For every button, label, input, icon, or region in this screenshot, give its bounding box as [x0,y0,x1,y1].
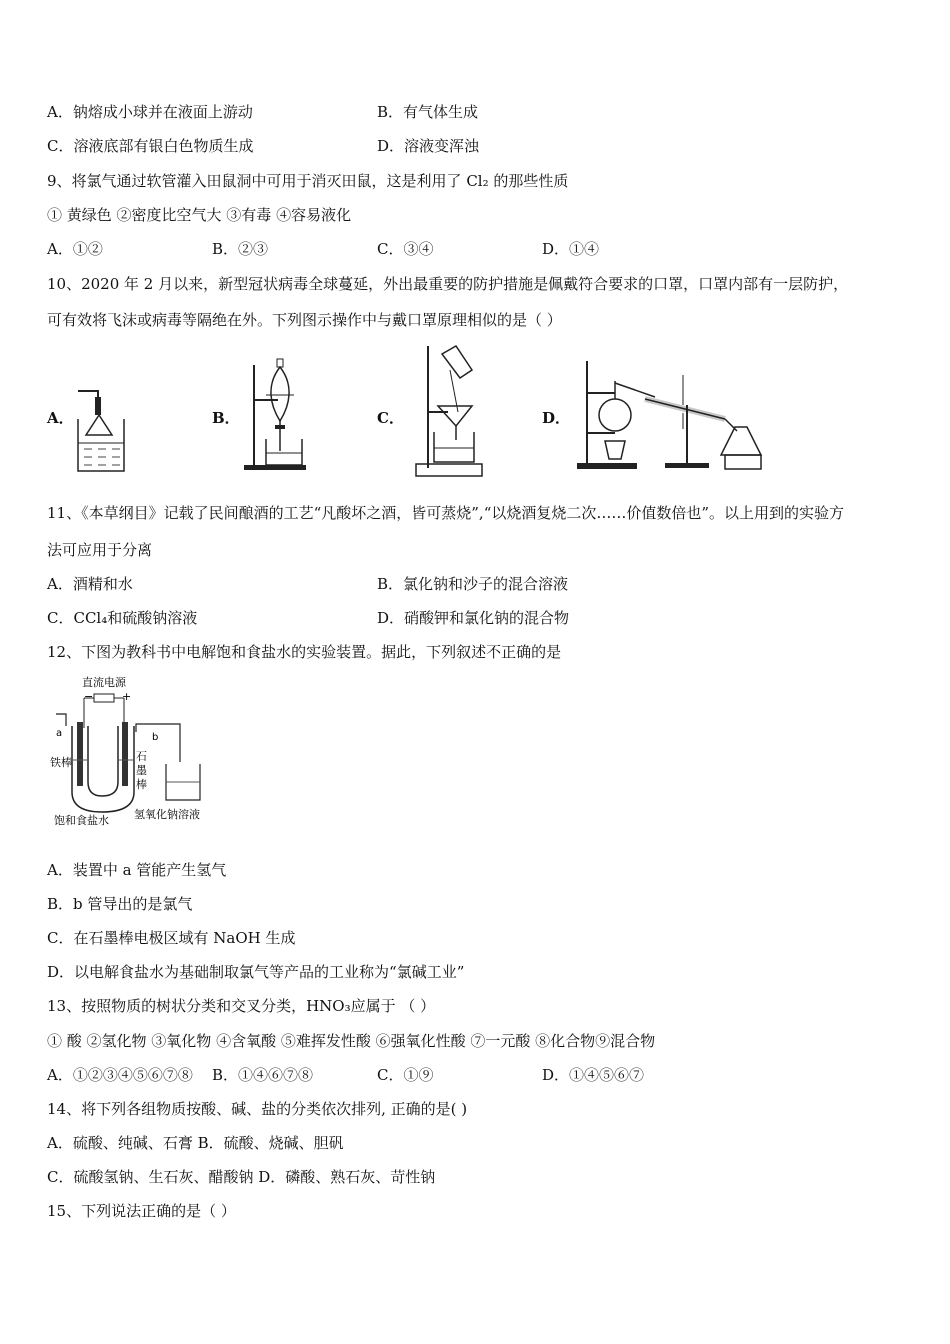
q13-option-d: D．①④⑤⑥⑦ [542,1066,645,1084]
graphite-label-1: 石 [136,750,147,763]
q10-option-c-label: C． [377,409,404,427]
q11-stem-line2: 法可应用于分离 [47,541,153,559]
q10-stem-line1: 10、2020 年 2 月以来，新型冠状病毒全球蔓延，外出最重要的防护措施是佩戴符合要求的口罩，口罩内部有一层防护， [47,275,849,293]
q14-options-ab: A．硫酸、纯碱、石膏 B．硫酸、烧碱、胆矾 [47,1134,344,1152]
q8-option-a: A．钠熔成小球并在液面上游动 [47,103,253,121]
figure-gas-absorption [72,383,132,478]
q9-stem: 9、将氯气通过软管灌入田鼠洞中可用于消灭田鼠，这是利用了 Cl₂ 的那些性质 [47,172,569,190]
q12-option-b: B．b 管导出的是氯气 [47,895,193,913]
q9-option-b: B．②③ [212,240,269,258]
q9-option-c: C．③④ [377,240,434,258]
q9-option-a: A．①② [47,240,103,258]
plus-sign: + [122,690,132,703]
figure-distillation [575,355,770,475]
figure-filtration [410,340,490,480]
naoh-label: 氢氧化钠溶液 [134,808,200,821]
q8-option-c: C．溶液底部有银白色物质生成 [47,137,254,155]
q15-stem: 15、下列说法正确的是（ ） [47,1202,236,1220]
q12-stem: 12、下图为教科书中电解饱和食盐水的实验装置。据此，下列叙述不正确的是 [47,643,562,661]
figure-electrolysis [48,672,228,832]
q14-stem: 14、将下列各组物质按酸、碱、盐的分类依次排列, 正确的是( ) [47,1100,468,1118]
q10-option-a-label: A． [47,409,74,427]
q9-items: ① 黄绿色 ②密度比空气大 ③有毒 ④容易液化 [47,206,352,224]
q11-option-d: D．硝酸钾和氯化钠的混合物 [377,609,570,627]
q13-option-c: C．①⑨ [377,1066,434,1084]
q10-option-b-label: B． [212,409,240,427]
brine-label: 饱和食盐水 [54,814,109,827]
q13-stem: 13、按照物质的树状分类和交叉分类，HNO₃应属于 （ ） [47,997,436,1015]
q14-options-cd: C．硫酸氢钠、生石灰、醋酸钠 D．磷酸、熟石灰、苛性钠 [47,1168,436,1186]
power-label: 直流电源 [82,676,126,689]
q13-option-a: A．①②③④⑤⑥⑦⑧ [47,1066,193,1084]
iron-rod-label: 铁棒 [50,756,72,769]
q9-option-d: D．①④ [542,240,600,258]
q12-option-d: D．以电解食盐水为基础制取氯气等产品的工业称为“氯碱工业” [47,963,465,981]
q11-option-c: C．CCl₄和硫酸钠溶液 [47,609,198,627]
q13-option-b: B．①④⑥⑦⑧ [212,1066,314,1084]
q12-option-a: A．装置中 a 管能产生氢气 [47,861,227,879]
q13-items: ① 酸 ②氢化物 ③氧化物 ④含氧酸 ⑤难挥发性酸 ⑥强氧化性酸 ⑦一元酸 ⑧化合物⑨混合物 [47,1032,656,1050]
q10-option-d-label: D． [542,409,571,427]
figure-separatory-funnel [240,355,315,475]
q11-option-b: B．氯化钠和沙子的混合溶液 [377,575,569,593]
tube-b-label: b [152,732,159,743]
q11-stem-line1: 11、《本草纲目》记载了民间酿酒的工艺“凡酸坏之酒，皆可蒸烧”,“以烧酒复烧二次……价值数倍也”。以上用到的实验方 [47,504,845,522]
q10-stem-line2: 可有效将飞沫或病毒等隔绝在外。下列图示操作中与戴口罩原理相似的是（ ） [47,311,562,329]
minus-sign: − [84,690,94,703]
q12-option-c: C．在石墨棒电极区域有 NaOH 生成 [47,929,296,947]
graphite-label-2: 墨 [136,764,147,777]
graphite-label-3: 棒 [136,778,147,791]
tube-a-label: a [56,728,63,739]
q11-option-a: A．酒精和水 [47,575,133,593]
q8-option-b: B．有气体生成 [377,103,479,121]
q8-option-d: D．溶液变浑浊 [377,137,480,155]
